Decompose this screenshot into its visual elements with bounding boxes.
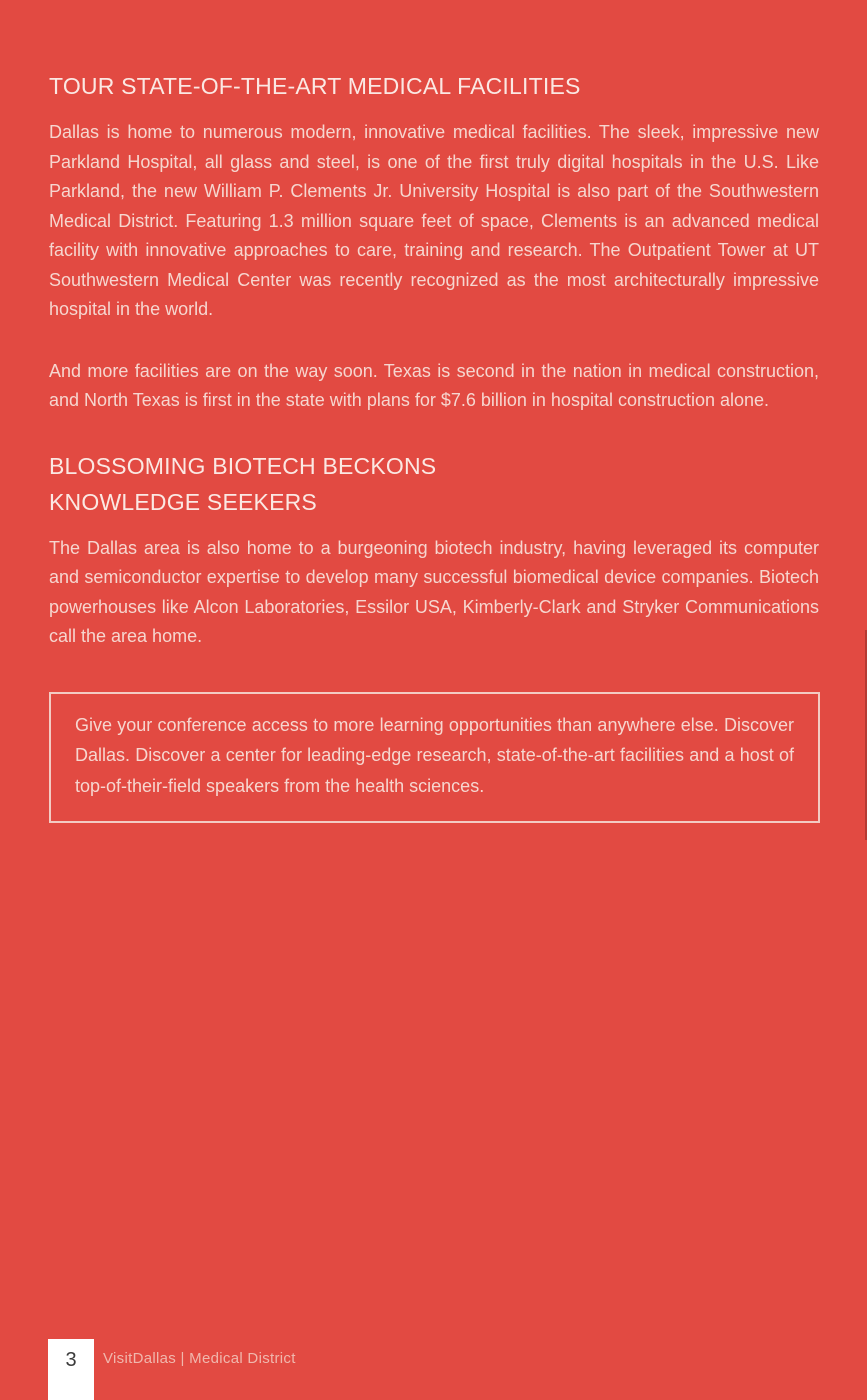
biotech-heading [49, 448, 819, 520]
callout-box [49, 692, 820, 824]
biotech-heading-line-1: BLOSSOMING BIOTECH BECKONS [49, 452, 437, 479]
tour-paragraph-1: Dallas is home to numerous modern, innovative medical facilities. The sleek, impressive new Parkland Hospital, all glass and steel, is one of the first truly digital hospitals in the U.S. Like Parkland, the new William P. Clements Jr. University Hospital is also part of the Southwestern Medical District. Featuring 1.3 million square feet of space, Clements is an advanced medical facility with innovative approaches to care, training and research. The Outpatient Tower at UT Southwestern Medical Center was recently recognized as the most architecturally impressive hospital in the world. [49, 122, 819, 319]
footer-text: VisitDallas | Medical District [103, 1350, 296, 1367]
biotech-heading-line-2: KNOWLEDGE SEEKERS [49, 488, 317, 515]
page-number-box [48, 1339, 94, 1400]
callout-text: Give your conference access to more learning opportunities than anywhere else. Discover Dallas. Discover a center for leading-edge research, state-of-the-art facilities and a host of top-of-their-field speakers from the health sciences. [75, 714, 794, 796]
page-number: 3 [65, 1349, 77, 1371]
biotech-paragraph: The Dallas area is also home to a burgeoning biotech industry, having leveraged its computer and semiconductor expertise to develop many successful biomedical device companies. Biotech powerhouses like Alcon Laboratories, Essilor USA, Kimberly-Clark and Stryker Communications call the area home. [49, 537, 819, 646]
tour-paragraph-2: And more facilities are on the way soon. Texas is second in the nation in medical construction, and North Texas is first in the state with plans for $7.6 billion in hospital construction alone. [49, 360, 819, 410]
tour-heading: TOUR STATE-OF-THE-ART MEDICAL FACILITIES [49, 73, 581, 99]
main-content [49, 68, 819, 823]
